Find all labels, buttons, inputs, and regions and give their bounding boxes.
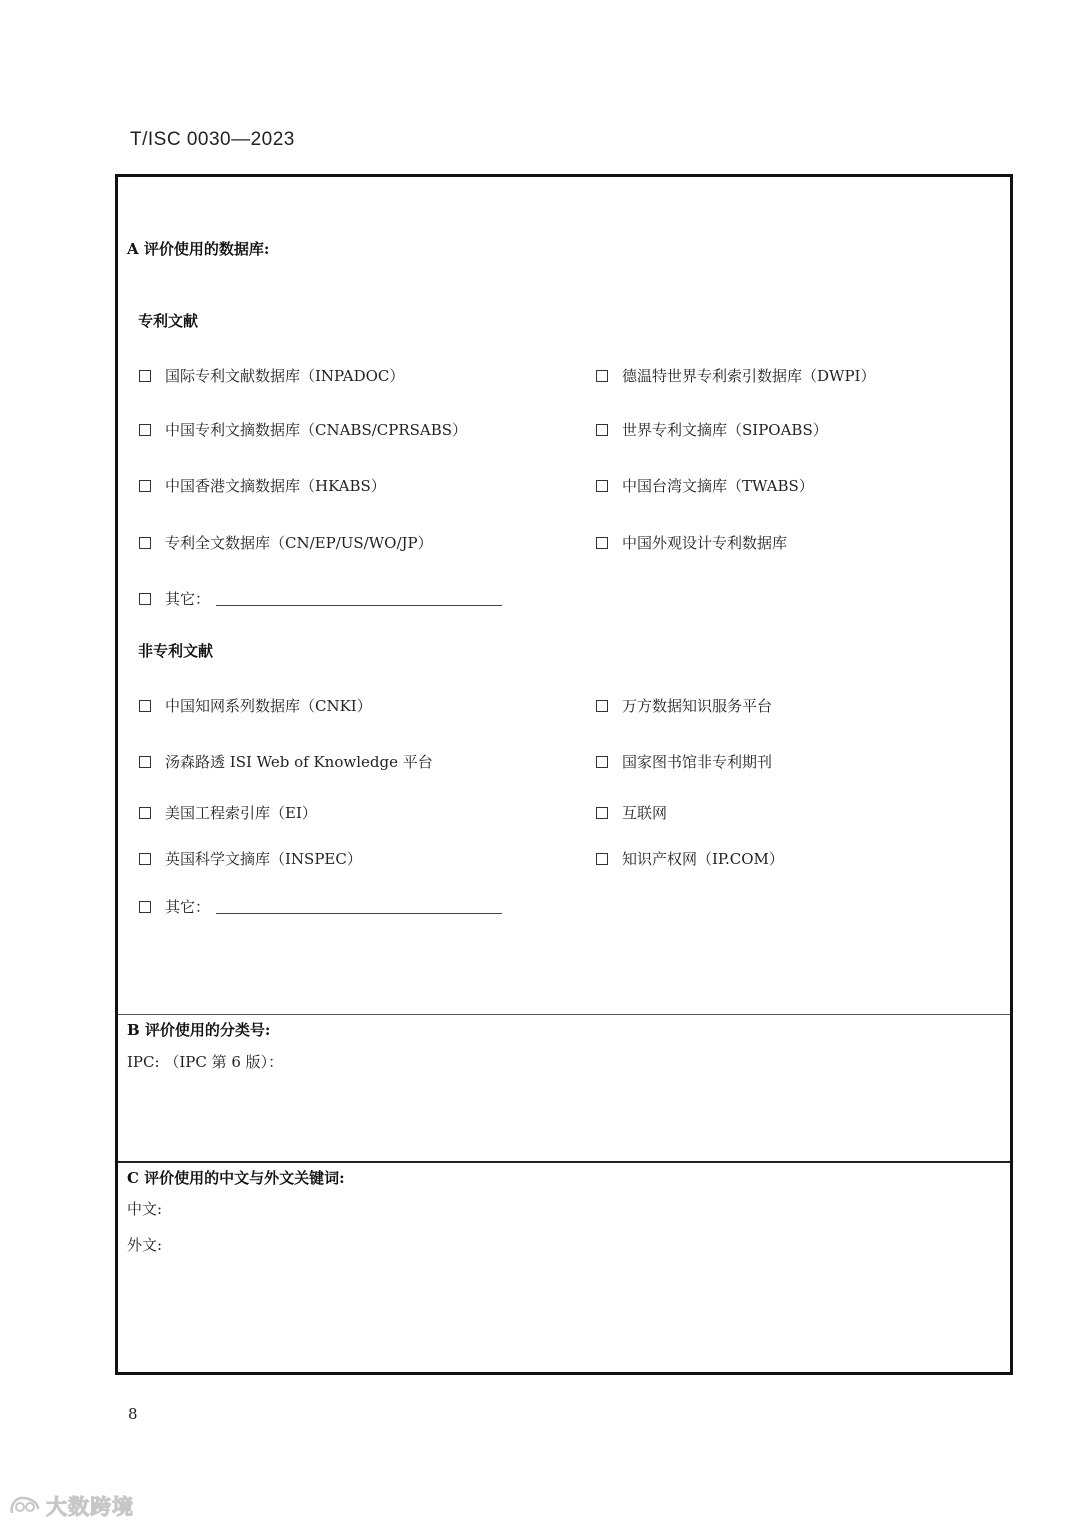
checkbox-option-cnki[interactable] — [139, 695, 372, 716]
checkbox-icon[interactable] — [139, 853, 151, 865]
section-c-keywords — [118, 1163, 1010, 1372]
checkbox-icon[interactable] — [139, 537, 151, 549]
checkbox-option-hkabs[interactable] — [139, 475, 386, 496]
option-label: 英国科学文摘库（INSPEC） — [165, 850, 362, 868]
checkbox-option-nonpatent-other[interactable] — [139, 896, 502, 917]
section-a-title: A 评价使用的数据库: — [127, 240, 270, 258]
checkbox-icon[interactable] — [139, 593, 151, 605]
option-label: 德温特世界专利索引数据库（DWPI） — [622, 367, 876, 385]
checkbox-icon[interactable] — [139, 480, 151, 492]
checkbox-icon[interactable] — [139, 370, 151, 382]
checkbox-icon[interactable] — [139, 807, 151, 819]
checkbox-icon[interactable] — [139, 424, 151, 436]
option-label: 中国台湾文摘库（TWABS） — [622, 477, 814, 495]
checkbox-icon[interactable] — [596, 480, 608, 492]
option-label: 中国专利文摘数据库（CNABS/CPRSABS） — [165, 421, 468, 439]
option-label: 中国知网系列数据库（CNKI） — [165, 697, 372, 715]
watermark — [8, 1491, 134, 1521]
option-label: 专利全文数据库（CN/EP/US/WO/JP） — [165, 534, 433, 552]
option-label: 知识产权网（IP.COM） — [622, 850, 784, 868]
checkbox-option-inpadoc[interactable] — [139, 365, 404, 386]
checkbox-option-sipoabs[interactable] — [596, 419, 828, 440]
checkbox-option-national-library[interactable] — [596, 751, 772, 772]
other-blank-field[interactable] — [216, 591, 502, 606]
checkbox-option-patent-other[interactable] — [139, 588, 502, 609]
section-a-databases — [118, 177, 1010, 1015]
option-label: 中国外观设计专利数据库 — [622, 534, 788, 552]
section-c-title: C 评价使用的中文与外文关键词: — [127, 1169, 345, 1187]
checkbox-icon[interactable] — [139, 901, 151, 913]
checkbox-option-inspec[interactable] — [139, 848, 362, 869]
checkbox-option-ip-com[interactable] — [596, 848, 784, 869]
option-label: 国际专利文献数据库（INPADOC） — [165, 367, 405, 385]
checkbox-option-design-patent[interactable] — [596, 532, 787, 553]
section-b-classification — [118, 1015, 1010, 1163]
option-label: 互联网 — [622, 804, 668, 822]
watermark-text: 大数跨境 — [46, 1495, 134, 1519]
checkbox-icon[interactable] — [596, 424, 608, 436]
checkbox-icon[interactable] — [596, 370, 608, 382]
option-label: 其它： — [165, 898, 211, 916]
checkbox-icon[interactable] — [596, 756, 608, 768]
evaluation-form-frame — [115, 174, 1013, 1375]
watermark-logo-icon — [8, 1493, 42, 1519]
checkbox-option-fulltext[interactable] — [139, 532, 433, 553]
checkbox-icon[interactable] — [139, 756, 151, 768]
checkbox-option-twabs[interactable] — [596, 475, 814, 496]
patent-literature-heading: 专利文献 — [138, 312, 199, 330]
checkbox-icon[interactable] — [596, 853, 608, 865]
ipc-field-label: IPC: （IPC 第 6 版）： — [127, 1053, 284, 1071]
checkbox-icon[interactable] — [596, 537, 608, 549]
option-label: 国家图书馆非专利期刊 — [622, 753, 773, 771]
checkbox-option-internet[interactable] — [596, 802, 667, 823]
option-label: 其它： — [165, 590, 211, 608]
checkbox-option-ei[interactable] — [139, 802, 317, 823]
option-label: 中国香港文摘数据库（HKABS） — [165, 477, 386, 495]
checkbox-icon[interactable] — [596, 700, 608, 712]
section-b-title: B 评价使用的分类号: — [127, 1021, 271, 1039]
chinese-keywords-label: 中文: — [127, 1200, 163, 1218]
checkbox-option-isi-web-of-knowledge[interactable] — [139, 751, 433, 772]
option-label: 万方数据知识服务平台 — [622, 697, 773, 715]
nonpatent-literature-heading: 非专利文献 — [138, 642, 214, 660]
checkbox-option-dwpi[interactable] — [596, 365, 875, 386]
option-label: 世界专利文摘库（SIPOABS） — [622, 421, 828, 439]
checkbox-icon[interactable] — [139, 700, 151, 712]
document-code: T/ISC 0030—2023 — [130, 129, 295, 150]
checkbox-option-wanfang[interactable] — [596, 695, 772, 716]
page-number: 8 — [128, 1405, 138, 1423]
checkbox-option-cnabs[interactable] — [139, 419, 467, 440]
option-label: 美国工程索引库（EI） — [165, 804, 317, 822]
foreign-keywords-label: 外文: — [127, 1236, 163, 1254]
option-label: 汤森路透 ISI Web of Knowledge 平台 — [165, 753, 433, 771]
checkbox-icon[interactable] — [596, 807, 608, 819]
other-blank-field[interactable] — [216, 899, 502, 914]
